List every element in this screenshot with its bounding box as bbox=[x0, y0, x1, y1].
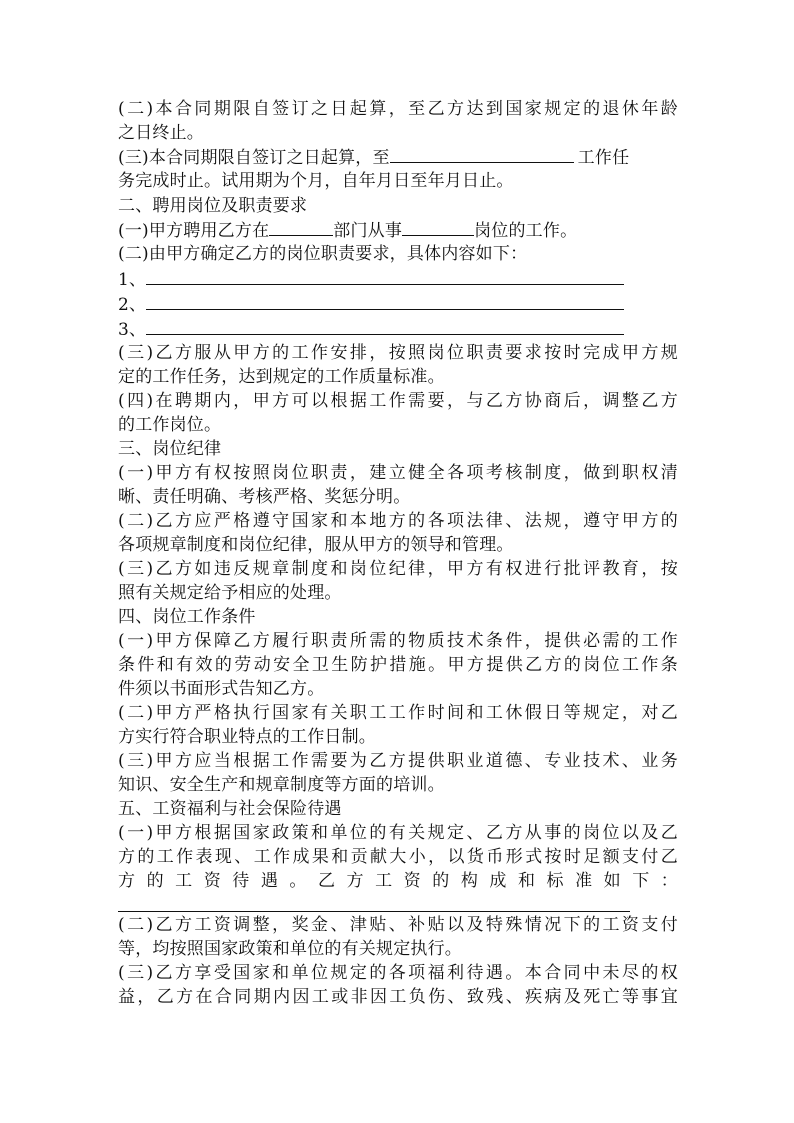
fill-in-blank bbox=[390, 145, 574, 163]
text-line: 方的工资待遇。乙方工资的构成和标准如下： bbox=[118, 871, 678, 891]
text-line: (一)甲方有权按照岗位职责，建立健全各项考核制度，做到职权清 bbox=[118, 463, 678, 483]
text-line: (一)甲方根据国家政策和单位的有关规定、乙方从事的岗位以及乙 bbox=[118, 823, 678, 843]
text-line: (二)乙方应严格遵守国家和本地方的各项法律、法规，遵守甲方的 bbox=[118, 511, 678, 531]
text-line: 等，均按照国家政策和单位的有关规定执行。 bbox=[118, 939, 462, 959]
section-heading: 三、岗位纪律 bbox=[118, 439, 222, 459]
text-line bbox=[118, 145, 678, 169]
text-line: (二)乙方工资调整，奖金、津贴、补贴以及特殊情况下的工资支付 bbox=[118, 915, 678, 935]
text-line: (四)在聘期内，甲方可以根据工作需要，与乙方协商后，调整乙方 bbox=[118, 391, 678, 411]
text-line: 晰、责任明确、考核严格、奖惩分明。 bbox=[118, 487, 411, 507]
text-line: (一)甲方保障乙方履行职责所需的物质技术条件，提供必需的工作 bbox=[118, 631, 678, 651]
text-line: 件须以书面形式告知乙方。 bbox=[118, 679, 325, 699]
text-line: 益，乙方在合同期内因工或非因工负伤、致残、疾病及死亡等事宜 bbox=[118, 987, 678, 1007]
text-fragment: (三)本合同期限自签订之日起算，至 bbox=[118, 148, 390, 168]
text-line: 方的工作表现、工作成果和贡献大小，以货币形式按时足额支付乙 bbox=[118, 847, 678, 867]
fill-in-blank bbox=[146, 267, 624, 285]
text-fragment: 工作任 bbox=[577, 148, 630, 168]
text-line: (三)乙方如违反规章制度和岗位纪律，甲方有权进行批评教育，按 bbox=[118, 559, 678, 579]
text-fragment: (一)甲方聘用乙方在 bbox=[118, 221, 270, 241]
text-fragment: 岗位的工作。 bbox=[474, 221, 578, 241]
numbered-blank-line bbox=[118, 317, 678, 341]
fill-in-blank bbox=[402, 218, 474, 236]
fill-in-blank-rule bbox=[118, 911, 630, 912]
text-line: (三)甲方应当根据工作需要为乙方提供职业道德、专业技术、业务 bbox=[118, 751, 678, 771]
text-line: 方实行符合职业特点的工作日制。 bbox=[118, 727, 376, 747]
text-line: 定的工作任务，达到规定的工作质量标准。 bbox=[118, 367, 445, 387]
text-line: (二)由甲方确定乙方的岗位职责要求，具体内容如下： bbox=[118, 244, 528, 264]
text-line: (二)本合同期限自签订之日起算，至乙方达到国家规定的退休年龄 bbox=[118, 99, 678, 119]
text-line: 务完成时止。试用期为个月，自年月日至年月日止。 bbox=[118, 171, 514, 191]
section-heading: 五、工资福利与社会保险待遇 bbox=[118, 799, 342, 819]
text-line: (二)甲方严格执行国家有关职工工作时间和工休假日等规定，对乙 bbox=[118, 703, 678, 723]
text-line: 知识、安全生产和规章制度等方面的培训。 bbox=[118, 775, 445, 795]
fill-in-blank bbox=[146, 317, 624, 335]
text-line: (三)乙方服从甲方的工作安排，按照岗位职责要求按时完成甲方规 bbox=[118, 343, 678, 363]
section-heading: 四、岗位工作条件 bbox=[118, 607, 256, 627]
text-line: (三)乙方享受国家和单位规定的各项福利待遇。本合同中未尽的权 bbox=[118, 963, 678, 983]
text-line bbox=[118, 218, 678, 242]
text-line: 照有关规定给予相应的处理。 bbox=[118, 583, 342, 603]
fill-in-blank bbox=[146, 292, 624, 310]
text-fragment: 部门从事 bbox=[333, 221, 403, 241]
text-line: 条件和有效的劳动安全卫生防护措施。甲方提供乙方的岗位工作条 bbox=[118, 655, 678, 675]
section-heading: 二、聘用岗位及职责要求 bbox=[118, 196, 308, 216]
item-number: 2、 bbox=[118, 295, 147, 315]
fill-in-blank bbox=[269, 218, 333, 236]
text-line: 的工作岗位。 bbox=[118, 415, 222, 435]
text-line: 各项规章制度和岗位纪律，服从甲方的领导和管理。 bbox=[118, 535, 514, 555]
numbered-blank-line bbox=[118, 267, 678, 291]
item-number: 3、 bbox=[118, 320, 147, 340]
text-line: 之日终止。 bbox=[118, 123, 204, 143]
item-number: 1、 bbox=[118, 270, 147, 290]
numbered-blank-line bbox=[118, 292, 678, 316]
